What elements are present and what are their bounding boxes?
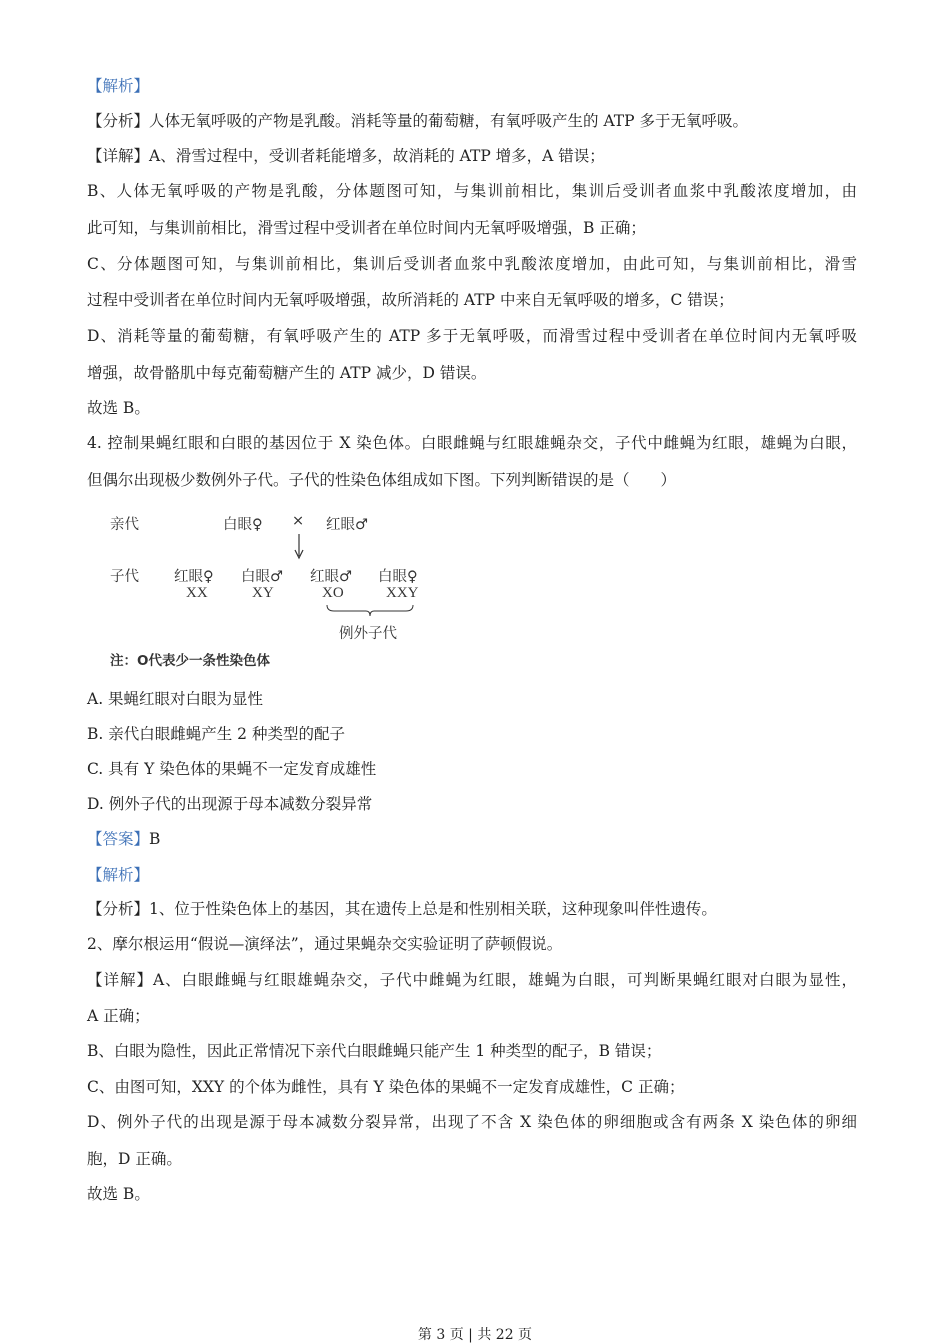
detail-c: C、由图可知，XXY 的个体为雌性，具有 Y 染色体的果蝇不一定发育成雄性，C 正确； [87,1078,685,1096]
answer [87,829,160,849]
question-stem-line1: 4. 控制果蝇红眼和白眼的基因位于 X 染色体。白眼雌蝇与红眼雄蝇杂交，子代中雌蝇为红眼，雄蝇为白眼， [87,434,857,452]
conclusion: 故选 B。 [87,1185,150,1203]
detail-b-line1: B、人体无氧呼吸的产物是乳酸，分体题图可知，与集训前相比，集训后受训者血浆中乳酸浓度增加，由 [87,182,857,200]
child-genotype: XX [186,585,208,601]
section-heading-analysis: 【解析】 [87,77,150,95]
option-d: D. 例外子代的出现源于母本减数分裂异常 [87,795,373,813]
arrow-down-icon [293,534,305,560]
tag: 【详解】 [87,971,153,989]
option-a: A. 果蝇红眼对白眼为显性 [87,690,264,708]
child-phenotype: 红眼♀ [174,569,214,585]
child-genotype: XO [322,585,344,601]
text: 1、位于性染色体上的基因，其在遗传上总是和性别相关联，这种现象叫伴性遗传。 [149,900,717,918]
child-genotype: XY [252,585,274,601]
tag: 【分析】 [87,900,150,918]
child-phenotype: 白眼♂ [241,569,283,585]
child-label: 子代 [110,569,139,585]
diagram-note: 注：O代表少一条性染色体 [110,653,270,669]
detail-a-line2: A 正确； [87,1007,150,1025]
detail-d-line1: D、例外子代的出现是源于母本减数分裂异常，出现了不含 X 染色体的卵细胞或含有两条 X 染色体的卵细 [87,1113,857,1131]
text: A、白眼雌蝇与红眼雄蝇杂交，子代中雌蝇为红眼，雄蝇为白眼，可判断果蝇红眼对白眼为显性， [152,971,857,989]
analysis-line2: 2、摩尔根运用“假说—演绎法”，通过果蝇杂交实验证明了萨顿假说。 [87,935,563,953]
text: 人体无氧呼吸的产物是乳酸。消耗等量的葡萄糖，有氧呼吸产生的 ATP 多于无氧呼吸。 [149,112,748,130]
conclusion: 故选 B。 [87,399,150,417]
detail-d-line2: 胞，D 正确。 [87,1150,182,1168]
parent-male: 红眼♂ [326,517,368,533]
brace-icon [326,604,414,618]
detail-d-line1: D、消耗等量的葡萄糖，有氧呼吸产生的 ATP 多于无氧呼吸，而滑雪过程中受训者在单位时间内无氧呼吸 [87,327,857,345]
analysis-line1 [87,899,717,919]
answer-value: B [149,830,161,848]
detail-paragraph-a [87,146,605,166]
analysis-paragraph [87,111,748,131]
option-b: B. 亲代白眼雌蝇产生 2 种类型的配子 [87,725,345,743]
detail-c-line2: 过程中受训者在单位时间内无氧呼吸增强，故所消耗的 ATP 中来自无氧呼吸的增多，C 错误； [87,291,734,309]
detail-a-line1 [87,970,857,990]
tag: 【详解】 [87,147,150,165]
child-phenotype: 白眼♀ [378,569,418,585]
exception-label: 例外子代 [339,626,397,642]
tag: 【分析】 [87,112,150,130]
child-phenotype: 红眼♂ [310,569,352,585]
page-footer: 第 3 页 | 共 22 页 [417,1327,533,1343]
cross-symbol: × [292,513,305,529]
parent-label: 亲代 [110,517,139,533]
child-genotype: XXY [386,585,419,601]
detail-b: B、白眼为隐性，因此正常情况下亲代白眼雌蝇只能产生 1 种类型的配子，B 错误； [87,1042,662,1060]
detail-c-line1: C、分体题图可知，与集训前相比，集训后受训者血浆中乳酸浓度增加，由此可知，与集训前相比，滑雪 [87,255,857,273]
answer-tag: 【答案】 [87,830,150,848]
question-stem-line2: 但偶尔出现极少数例外子代。子代的性染色体组成如下图。下列判断错误的是（ ） [87,471,677,489]
text: A、滑雪过程中，受训者耗能增多，故消耗的 ATP 增多，A 错误； [149,147,605,165]
detail-b-line2: 此可知，与集训前相比，滑雪过程中受训者在单位时间内无氧呼吸增强，B 正确； [87,219,646,237]
section-heading-analysis: 【解析】 [87,866,150,884]
option-c: C. 具有 Y 染色体的果蝇不一定发育成雄性 [87,760,377,778]
parent-female: 白眼♀ [223,517,263,533]
detail-d-line2: 增强，故骨骼肌中每克葡萄糖产生的 ATP 减少，D 错误。 [87,364,487,382]
